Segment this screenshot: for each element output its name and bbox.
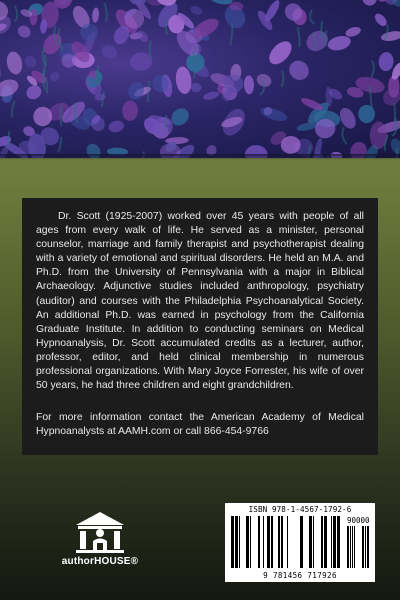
barcode-digits: 9 781456 717926 [263, 571, 337, 580]
publisher-name: authorHOUSE® [61, 556, 139, 567]
isbn-label: ISBN 978-1-4567-1792-6 [248, 505, 352, 514]
contact-info-text: For more information contact the American Academy of Medical Hypnoanalysts at AAMH.com or call 866-454-9766 [36, 412, 364, 438]
authorhouse-logo-icon [72, 510, 128, 554]
price-code: 90000 [347, 516, 370, 525]
flower-photo-band [0, 0, 400, 158]
publisher-logo [60, 508, 140, 573]
isbn-barcode [225, 503, 375, 582]
author-bio-text: Dr. Scott (1925-2007) worked over 45 years with people of all ages from every walk of life. He served as a minister, personal counselor, marriage and family therapist and psychotherapist dealing with a variety of emotional and spiritual disorders. He held an M.A. and Ph.D. from the University of Pennsylvania with a major in Biblical Archaeology. Adjunctive studies included anthropology, psychiatry (auditor) and courses with the Philadelphia Psychoanalytical Society. An additional Ph.D. was earned in psychology from the California Graduate Institute. In addition to conducting seminars on Medical Hypnoanalysis, Dr. Scott accumulated credits as a lecturer, author, professor, editor, and held clinical membership in numerous professional organizations. With Mary Joyce Forrester, his wife of over 50 years, he had three children and eight grandchildren. [36, 211, 364, 392]
band-edge-shadow [0, 154, 400, 160]
author-bio-box [22, 198, 378, 455]
